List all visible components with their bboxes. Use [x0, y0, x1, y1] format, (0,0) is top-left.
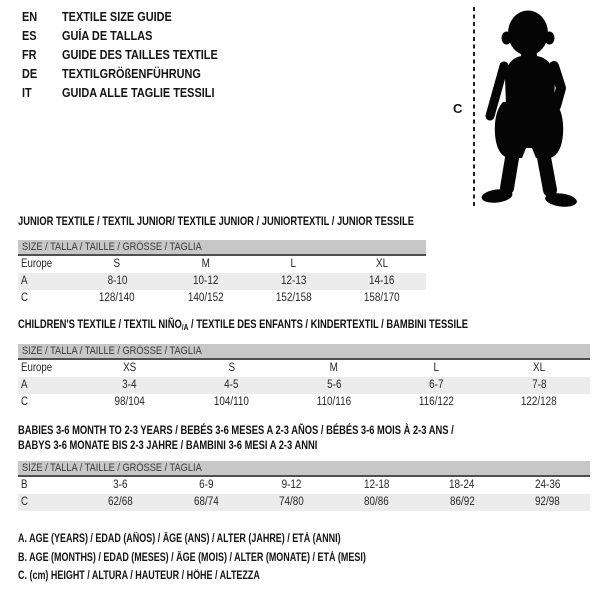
row-label: C: [21, 396, 28, 408]
language-label: TEXTILGRÖßENFÜHRUNG: [61, 66, 201, 81]
size-cell: L: [290, 258, 297, 270]
footnote-c: C. (cm) HEIGHT / ALTURA / HAUTEUR / HÖHE / ALTEZZA: [18, 570, 260, 582]
table-row-months: [18, 477, 590, 494]
row-label: C: [21, 496, 28, 508]
junior-section-title: JUNIOR TEXTILE / TEXTIL JUNIOR/ TEXTILE JUNIOR / JUNIORTEXTIL / JUNIOR TESSILE: [18, 214, 414, 228]
size-cell: 18-24: [449, 479, 475, 491]
language-code: EN: [22, 9, 38, 24]
size-cell: 128/140: [99, 292, 135, 304]
size-cell: 152/158: [275, 292, 312, 304]
size-cell: 86/92: [449, 496, 475, 508]
size-cell: 158/170: [363, 292, 400, 304]
language-label: GUIDA ALLE TAGLIE TESSILI: [61, 85, 215, 100]
footnote-b: B. AGE (MONTHS) / EDAD (MESES) / ÂGE (MOIS) / ALTER (MONATE) / ETÀ (MESI): [18, 551, 366, 564]
row-label: A: [21, 275, 28, 287]
row-label: B: [21, 479, 28, 491]
size-cell: S: [228, 362, 235, 374]
table-row-age: [18, 273, 426, 290]
baby-height-figure: [445, 2, 597, 208]
table-header-bar: SIZE / TALLA / TAILLE / GRÖSSE / TAGLIA: [18, 344, 590, 360]
language-list: [22, 7, 247, 102]
table-row-height: [18, 394, 590, 411]
language-row-en: [22, 7, 247, 26]
language-label: TEXTILE SIZE GUIDE: [61, 9, 172, 24]
table-header-bar: SIZE / TALLA / TAILLE / GRÖSSE / TAGLIA: [18, 240, 426, 256]
size-cell: 12-18: [363, 479, 390, 491]
language-row-fr: [22, 45, 247, 64]
size-cell: 7-8: [531, 379, 546, 391]
language-label: GUÍA DE TALLAS: [61, 28, 153, 43]
size-cell: XL: [532, 362, 545, 374]
babies-section-title: BABIES 3-6 MONTH TO 2-3 YEARS / BEBÉS 3-6 MESES A 2-3 AÑOS / BÉBÉS 3-6 MOIS À 2-3 ANS / BABYS 3-6 MONATE BIS 2-3 JAHRE / BAMBINI 3-6 MESI A 2-3 ANNI: [18, 423, 454, 452]
subscript-text: /A: [181, 322, 189, 332]
size-cell: 5-6: [326, 379, 342, 391]
size-cell: 3-4: [122, 379, 137, 391]
row-label: A: [21, 379, 28, 391]
language-row-de: [22, 64, 247, 83]
size-cell: XS: [122, 362, 136, 374]
language-code: FR: [22, 47, 37, 62]
language-code: IT: [22, 85, 32, 100]
table-row-europe: [18, 256, 426, 273]
baby-silhouette-icon: [480, 2, 592, 207]
children-section-title: CHILDREN'S TEXTILE / TEXTIL $NIÑO_{/A}$ / TEXTILE DES ENFANTS / KINDERTEXTIL / BAMBINI TESSILE: [18, 317, 469, 332]
size-cell: 68/74: [193, 496, 219, 508]
table-row-europe: [18, 360, 590, 377]
legend-footnotes: [18, 530, 464, 586]
height-c-label: C: [453, 101, 463, 116]
footnote-a: A. AGE (YEARS) / EDAD (AÑOS) / ÂGE (ANS) / ALTER (JAHRE) / ETÀ (ANNI): [18, 533, 341, 545]
language-label: GUIDE DES TAILLES TEXTILE: [61, 47, 218, 62]
size-cell: 8-10: [107, 275, 128, 287]
table-header-bar: SIZE / TALLA / TAILLE / GRÖSSE / TAGLIA: [18, 461, 590, 477]
row-label: Europe: [21, 362, 53, 374]
language-code: ES: [22, 28, 37, 43]
size-cell: 24-36: [534, 479, 560, 491]
size-cell: 116/122: [418, 396, 454, 408]
size-cell: XL: [375, 258, 388, 270]
table-row-age: [18, 377, 590, 394]
size-cell: 4-5: [224, 379, 239, 391]
size-cell: M: [329, 362, 339, 374]
size-cell: 80/86: [364, 496, 390, 508]
size-cell: 6-7: [429, 379, 444, 391]
size-cell: 110/116: [316, 396, 352, 408]
size-cell: S: [113, 258, 121, 270]
language-row-es: [22, 26, 247, 45]
size-cell: L: [433, 362, 440, 374]
size-cell: M: [201, 258, 210, 270]
size-cell: 12-13: [280, 275, 307, 287]
row-label: C: [21, 292, 28, 304]
children-size-table: [18, 344, 590, 411]
height-measure-dashed-line: [473, 7, 475, 206]
table-row-height: [18, 494, 590, 511]
row-label: Europe: [21, 258, 53, 270]
size-cell: 62/68: [108, 496, 134, 508]
babies-size-table: [18, 461, 590, 511]
junior-size-table: [18, 240, 426, 307]
size-cell: 9-12: [281, 479, 302, 491]
size-cell: 92/98: [534, 496, 560, 508]
size-cell: 6-9: [198, 479, 214, 491]
size-cell: 14-16: [369, 275, 395, 287]
size-cell: 104/110: [214, 396, 250, 408]
size-cell: 3-6: [113, 479, 128, 491]
size-cell: 98/104: [114, 396, 145, 408]
language-row-it: [22, 83, 247, 102]
language-code: DE: [22, 66, 38, 81]
size-cell: 122/128: [520, 396, 557, 408]
size-cell: 140/152: [187, 292, 224, 304]
table-row-height: [18, 290, 426, 307]
size-cell: 74/80: [278, 496, 304, 508]
size-cell: 10-12: [192, 275, 219, 287]
